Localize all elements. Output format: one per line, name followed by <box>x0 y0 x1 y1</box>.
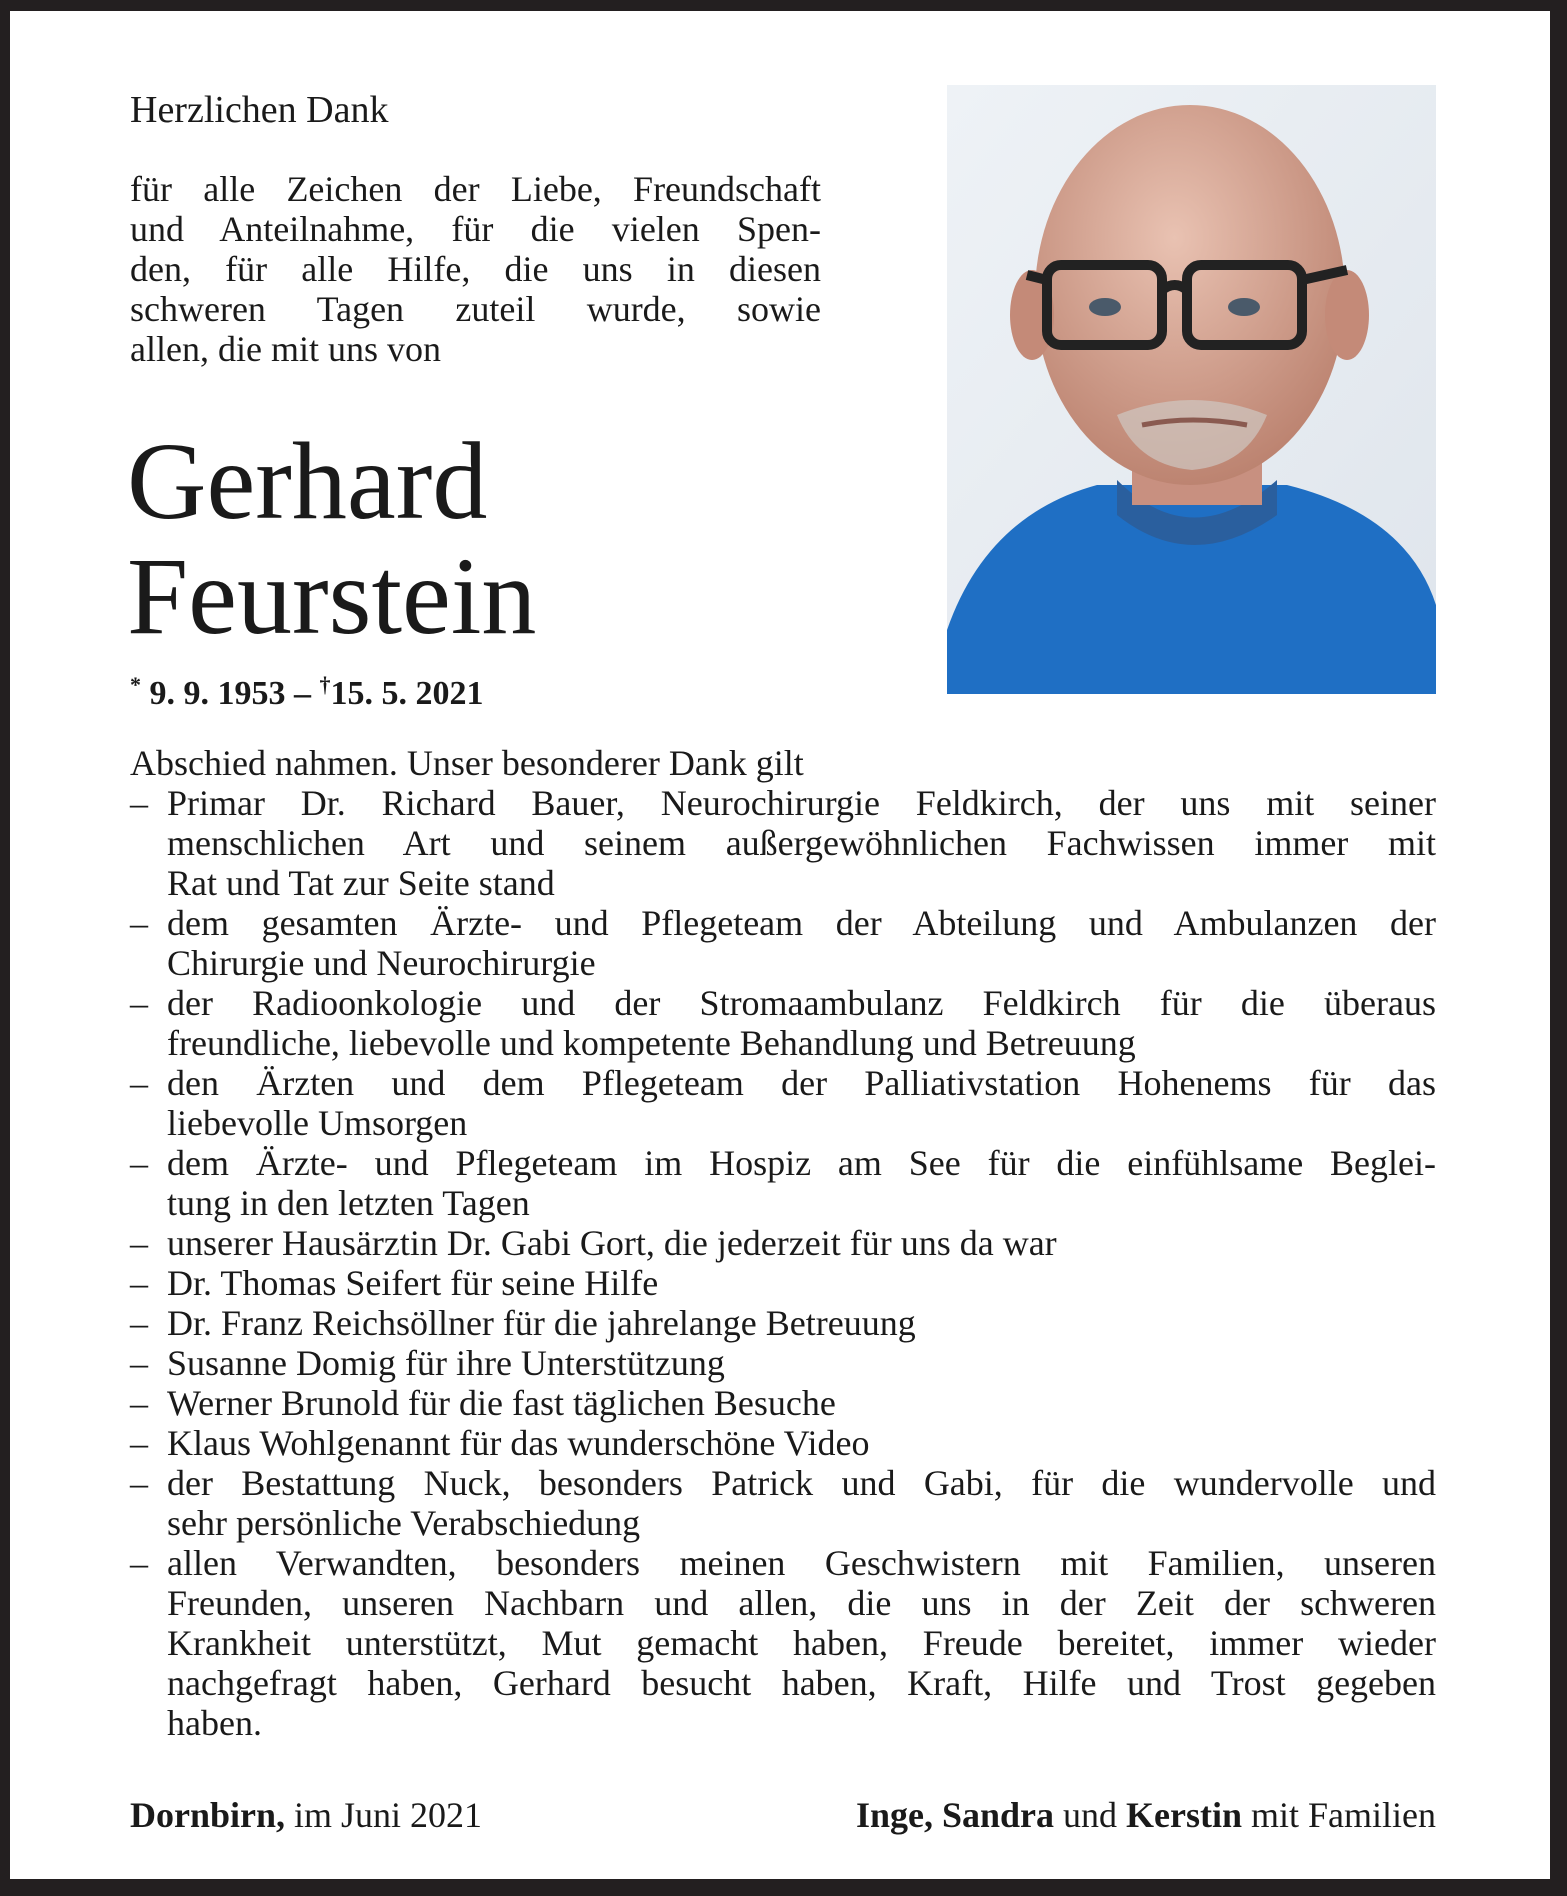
signatory-suffix: mit Familien <box>1242 1795 1436 1835</box>
birth-date: 9. 9. 1953 <box>149 675 286 712</box>
intro-line: den, für alle Hilfe, die uns in diesen <box>130 249 821 289</box>
date: im Juni 2021 <box>285 1795 483 1835</box>
bullet-dash: – <box>130 783 148 823</box>
list-item-line: dem Ärzte- und Pflegeteam im Hospiz am See für die einfühlsame Beglei- <box>167 1143 1436 1183</box>
list-item <box>130 1343 1436 1383</box>
list-item-line: freundliche, liebevolle und kompetente Behandlung und Betreuung <box>167 1023 1136 1063</box>
list-item <box>130 1543 1436 1743</box>
list-item-line: dem gesamten Ärzte- und Pflegeteam der Abteilung und Ambulanzen der <box>167 903 1436 943</box>
date-separator: – <box>285 675 320 712</box>
footer-place-date <box>130 1795 482 1835</box>
list-item-line: der Radioonkologie und der Stromaambulanz Feldkirch für die überaus <box>167 983 1436 1023</box>
signatory-2: Kerstin <box>1126 1795 1242 1835</box>
bullet-dash: – <box>130 1223 148 1263</box>
list-item <box>130 1383 1436 1423</box>
list-item-line: Rat und Tat zur Seite stand <box>167 863 555 903</box>
birth-symbol: * <box>130 672 141 697</box>
bullet-dash: – <box>130 1383 148 1423</box>
list-item <box>130 983 1436 1063</box>
list-item-line: Primar Dr. Richard Bauer, Neurochirurgie Feldkirch, der uns mit seiner <box>167 783 1436 823</box>
list-item-line: haben. <box>167 1703 262 1743</box>
intro-line: und Anteilnahme, für die vielen Spen- <box>130 209 821 249</box>
intro-line: für alle Zeichen der Liebe, Freundschaft <box>130 169 821 209</box>
list-item <box>130 1063 1436 1143</box>
list-item-line: sehr persönliche Verabschiedung <box>167 1503 641 1543</box>
bullet-dash: – <box>130 983 148 1023</box>
bullet-dash: – <box>130 1143 148 1183</box>
list-lead: Abschied nahmen. Unser besonderer Dank gilt <box>130 743 804 783</box>
bullet-dash: – <box>130 903 148 943</box>
portrait-photo-icon <box>947 85 1436 694</box>
first-name: Gerhard <box>127 420 488 542</box>
signatory-1: Inge, Sandra <box>855 1795 1055 1835</box>
death-date: 15. 5. 2021 <box>330 675 484 712</box>
list-item-line: Chirurgie und Neurochirurgie <box>167 943 596 983</box>
list-item <box>130 783 1436 903</box>
portrait-photo <box>947 85 1436 694</box>
list-item-line: nachgefragt haben, Gerhard besucht haben, Kraft, Hilfe und Trost gegeben <box>167 1663 1436 1703</box>
bullet-dash: – <box>130 1063 148 1103</box>
list-item-line: der Bestattung Nuck, besonders Patrick und Gabi, für die wundervolle und <box>167 1463 1436 1503</box>
list-item-line: Werner Brunold für die fast täglichen Besuche <box>167 1383 836 1423</box>
list-item <box>130 1303 1436 1343</box>
list-item-line: Krankheit unterstützt, Mut gemacht haben, Freude bereitet, immer wieder <box>167 1623 1436 1663</box>
list-item-line: Klaus Wohlgenannt für das wunderschöne Video <box>167 1423 870 1463</box>
list-item-line: Freunden, unseren Nachbarn und allen, die uns in der Zeit der schweren <box>167 1583 1436 1623</box>
intro-line: allen, die mit uns von <box>130 329 441 369</box>
bullet-dash: – <box>130 1463 148 1503</box>
list-item-line: unserer Hausärztin Dr. Gabi Gort, die jederzeit für uns da war <box>167 1223 1057 1263</box>
list-item-line: allen Verwandten, besonders meinen Geschwistern mit Familien, unseren <box>167 1543 1436 1583</box>
footer-signatories <box>856 1795 1436 1835</box>
bullet-dash: – <box>130 1303 148 1343</box>
list-item <box>130 1223 1436 1263</box>
list-item-line: den Ärzten und dem Pflegeteam der Palliativstation Hohenems für das <box>167 1063 1436 1103</box>
intro-paragraph <box>130 169 821 369</box>
life-dates <box>130 665 484 714</box>
bullet-dash: – <box>130 1423 148 1463</box>
list-item <box>130 1423 1436 1463</box>
list-item-line: Dr. Thomas Seifert für seine Hilfe <box>167 1263 659 1303</box>
list-item-line: menschlichen Art und seinem außergewöhnlichen Fachwissen immer mit <box>167 823 1436 863</box>
bullet-dash: – <box>130 1343 148 1383</box>
list-item-line: Dr. Franz Reichsöllner für die jahrelange Betreuung <box>167 1303 916 1343</box>
list-item <box>130 1263 1436 1303</box>
last-name: Feurstein <box>127 535 537 657</box>
intro-line: schweren Tagen zuteil wurde, sowie <box>130 289 821 329</box>
thanks-list <box>130 783 1436 1743</box>
death-symbol: † <box>319 672 331 697</box>
bullet-dash: – <box>130 1543 148 1583</box>
list-item-line: Susanne Domig für ihre Unterstützung <box>167 1343 725 1383</box>
list-item-line: liebevolle Umsorgen <box>167 1103 468 1143</box>
obituary-notice <box>10 11 1550 1879</box>
list-item-line: tung in den letzten Tagen <box>167 1183 530 1223</box>
list-item <box>130 1143 1436 1223</box>
list-item <box>130 1463 1436 1543</box>
heading: Herzlichen Dank <box>130 89 389 131</box>
place: Dornbirn, <box>130 1795 286 1835</box>
bullet-dash: – <box>130 1263 148 1303</box>
list-item <box>130 903 1436 983</box>
conjunction: und <box>1054 1795 1127 1835</box>
